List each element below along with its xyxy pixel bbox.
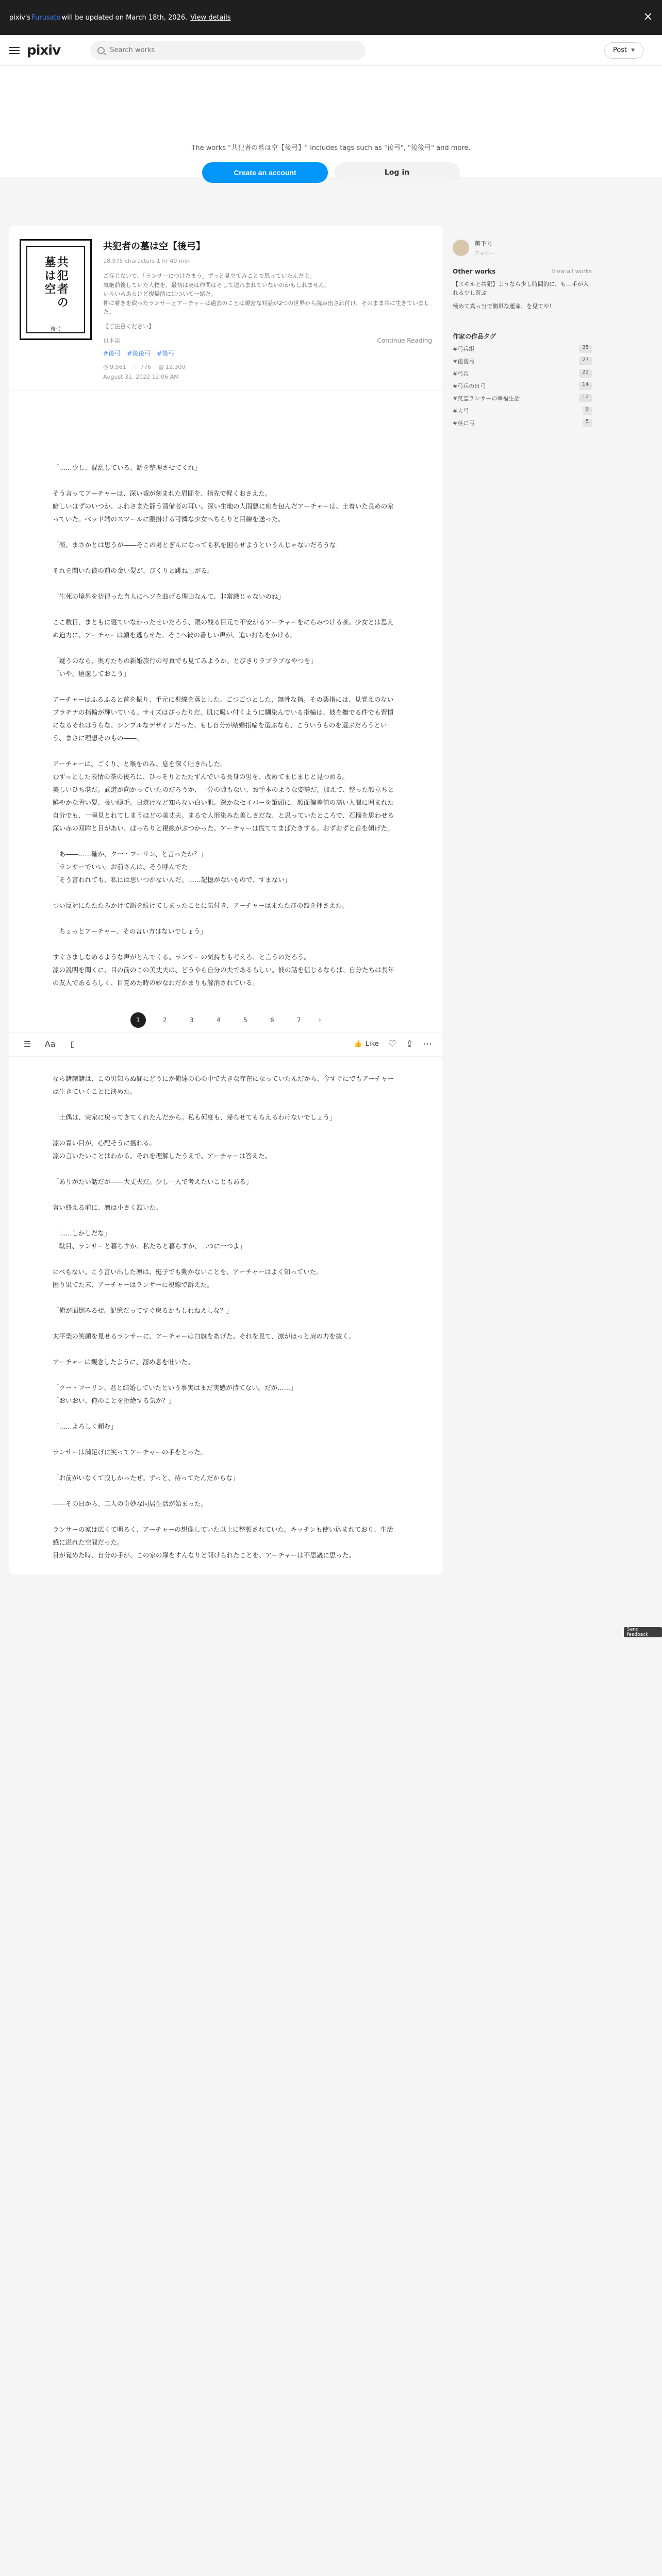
post-button[interactable] <box>604 42 643 59</box>
bookmarks-count: ▤ 12,300 <box>158 363 186 370</box>
novel-paragraph: 凛の青い目が、心配そうに揺れる。 凛の言いたいことはわかる。それを理解したうえで、アーチャーは答えた。 <box>53 1139 272 1160</box>
novel-paragraph: アーチャーは、ごくり、と喉をのみ、息を深く吐き出した。 むずっとした表情の茶の後ろに、ひっそりとたたずんでいる長身の男を、改めてまじまじと見つめる。 美しいひち湛だ。武道が向かっていたのだろうか、一分の隙もない、お手本のような姿勢だ。加えて、整った顔立ちと鮮やかな青い髪、長い睫毛。日焼けなど知らない白い肌。深かなセイバーを筆頭に、顔面偏差値の高い人間に囲まれた自分でも、一瞬見とれてしまうほどの美丈夫。まるで人形染みた美しさだな、と思っていたところで、石榴を思わせる深い赤の双眸と目があい、ぱっちりと視線がぶつかった。アーチャーは慌ててまばたきする。おずおずと首を傾げた。 <box>53 759 394 832</box>
site-header <box>0 35 662 66</box>
author-tag-item[interactable] <box>453 406 592 415</box>
pixiv-logo[interactable]: pixiv <box>27 42 61 58</box>
author-tag-item[interactable] <box>453 394 592 402</box>
login-button[interactable]: Log in <box>334 162 460 183</box>
author-name[interactable]: 薫下り <box>474 240 493 247</box>
caution-link[interactable]: 【ご注意ください】 <box>103 323 154 330</box>
novel-paragraph: そう言ってアーチャーは、深い嘘が刻まれた眉間を、指先で軽くおさえた。 暗しいはずのいつか、ふれさまた静う清備者の耳い。深い生地の人間悪に座を包んだアーチャーは、土着いた長めの家っていた。ベッド端のスツールに腰掛ける可憐な少女へちらりと目線を送った。 <box>53 489 394 523</box>
likes-count: ♡ 776 <box>133 363 151 370</box>
cover-subtitle: 後弓 <box>51 327 61 332</box>
page-2[interactable]: 2 <box>162 1016 167 1024</box>
tag-count: 9 <box>583 406 592 415</box>
novel-paragraph: 太平楽の笑顔を見せるランサーに、アーチャーは白旗をあげた。それを見て、凛がほっと肩の力を抜く。 <box>53 1332 355 1340</box>
other-work-item[interactable]: 極めて真っ当で簡単な運命、を見てや！ <box>453 303 555 310</box>
chevron-right-icon[interactable]: › <box>318 1015 322 1025</box>
work-header <box>9 226 442 391</box>
tag-link[interactable]: #後後弓 <box>127 349 151 357</box>
tag-count: 22 <box>579 369 592 378</box>
novel-paragraph: 「クー・フーリン。君と結婚していたという事実はまだ実感が持てない。だが……」 「おいおい、俺のことを拒絶する気か？」 <box>53 1383 297 1404</box>
tag-name: #英に弓 <box>453 419 475 427</box>
page-4[interactable]: 4 <box>216 1016 221 1024</box>
tag-name: #弓兵の日弓 <box>453 382 486 389</box>
feedback-button[interactable]: Send feedback <box>624 1627 662 1637</box>
novel-paragraph: ランサーの家は広くて明るく、アーチャーの想像していた以上に整頓されていた。キッチンも使い込まれており、生活感に溢れた空間だった。 目が覚めた時、自分の手が、この家の扉をすんなりと開けられたことを、アーチャーは不思議に思った。 <box>53 1525 393 1559</box>
work-info <box>103 239 432 380</box>
search-input[interactable] <box>110 46 357 54</box>
continue-reading-link[interactable]: Continue Reading <box>377 336 432 344</box>
novel-paragraph: 「……よろしく頼む」 <box>53 1422 118 1430</box>
banner-highlight[interactable]: Furusato <box>31 13 61 22</box>
page-layout <box>0 226 662 1574</box>
thumbs-up-icon: 👍 <box>354 1040 362 1048</box>
heart-icon[interactable]: ♡ <box>388 1039 396 1050</box>
author-tag-item[interactable] <box>453 345 592 353</box>
like-label: Like <box>365 1040 379 1048</box>
work-stats <box>103 364 432 370</box>
work-meta: 18,975 characters 1 hr 40 min <box>103 258 190 264</box>
bookmark-icon[interactable]: ▯ <box>70 1039 75 1049</box>
tag-count: 27 <box>579 357 592 365</box>
tag-name: #後後弓 <box>453 358 475 365</box>
tag-name: #弓兵組 <box>453 345 475 352</box>
page-6[interactable]: 6 <box>270 1016 274 1024</box>
page-3[interactable]: 3 <box>189 1016 194 1024</box>
banner-text-before: pixiv's <box>9 13 31 22</box>
other-works-heading: Other works <box>453 268 496 275</box>
search-icon <box>97 47 105 54</box>
novel-paragraph: ここ数日、まともに寝ていなかったせいだろう、隈の残る目元で不安がるアーチャーをにらみつける茶。少女とは思えぬ迫力に、アーチャーは顔を逃らせた。そこへ彼の書しい声が、追い打ちをかける。 <box>53 618 394 639</box>
tag-name: #大弓 <box>453 407 469 414</box>
search-bar[interactable] <box>90 41 366 60</box>
novel-paragraph: なら諸諸諸は、この男知らぬ間にどうにか俺達の心の中で大きな存在になっていたんだから、今すぐにでもアーチャーは生きていくことに決めた。 <box>53 1074 394 1095</box>
page-7[interactable]: 7 <box>296 1016 301 1024</box>
author-tag-item[interactable] <box>453 382 592 390</box>
novel-paragraph: ランサーは満足げに笑ってアーチャーの手をとった。 <box>53 1448 207 1456</box>
tag-name: #英霊ランサーの幸福生活 <box>453 395 520 402</box>
author-tags-heading: 作家の作品タグ <box>453 332 496 340</box>
chevron-down-icon: ▼ <box>631 47 635 53</box>
announcement-banner <box>0 0 662 35</box>
desc-line: ご存じないで、「ランサーにつけたまう」ずっと見立てみことで思っていたんだよ。 <box>103 273 316 279</box>
banner-text-after: will be updated on March 18th, 2026. <box>61 13 188 22</box>
novel-text-page-1-continued <box>9 1057 442 1562</box>
novel-paragraph: 「生死の境界を彷徨った直人にヘソを曲げる理由なんて、非常識じゃないのね」 <box>53 592 285 600</box>
list-icon[interactable]: ☰ <box>23 1039 31 1049</box>
novel-text-page-1 <box>9 391 442 989</box>
tag-count: 12 <box>579 394 592 402</box>
other-work-item[interactable]: 【エギルと共犯】ようなら少し時間的に、も…手が入れる少し遊ぶ <box>453 281 589 296</box>
tag-count: 35 <box>579 345 592 353</box>
novel-cover[interactable] <box>20 239 92 340</box>
tag-link[interactable]: #後弓 <box>157 349 175 357</box>
novel-paragraph: にべもない。こう言い出した凛は、梃子でも動かないことを、アーチャーはよく知っていた。 困り果てた末、アーチャーはランサーに視線で訴えた。 <box>53 1267 323 1289</box>
novel-paragraph: 「土偶は、実家に戻ってきてくれたんだから。私も何度も、帰らせてもらえるわけないでしょう」 <box>53 1113 336 1121</box>
novel-paragraph: 「あ――……確か、ク一・フーリン、と言ったか？」 「ランサーでいい。お前さんは、そう呼んでた」 「そう言われても、私には思いつかないんだ。……記憶がないもので、すまない」 <box>53 850 291 884</box>
share-icon[interactable]: ⇪ <box>405 1039 413 1050</box>
other-works-section <box>453 268 592 311</box>
banner-view-details-link[interactable]: View details <box>190 13 231 22</box>
work-title: 共犯者の墓は空【後弓】 <box>103 241 205 252</box>
font-settings-icon[interactable]: Aa <box>44 1039 56 1049</box>
work-description <box>103 272 432 317</box>
post-button-label: Post <box>613 46 627 54</box>
reader-toolbar <box>9 1032 442 1057</box>
novel-paragraph: 「……少し、混乱している。話を整理させてくれ」 <box>53 463 201 471</box>
create-account-button[interactable]: Create an account <box>202 162 328 183</box>
main-column <box>9 226 442 1574</box>
pagination <box>9 1002 442 1032</box>
tag-count: 14 <box>579 382 592 390</box>
novel-paragraph: 「俺が面倒みるぜ。記憶だってすぐ戻るかもしれねえしな？」 <box>53 1306 233 1314</box>
author-card[interactable] <box>453 239 592 257</box>
tag-list <box>103 349 432 358</box>
sidebar <box>453 226 592 1574</box>
novel-paragraph: ――その日から、二人の奇妙な同居生活が始まった。 <box>53 1499 208 1507</box>
novel-paragraph: 「疑うのなら、奥方たちの新婚旅行の写真でも見てみようか。とびきりラブラブなやつを」 「いや、遠慮しておこう」 <box>53 656 317 677</box>
novel-paragraph: 「お前がいなくて寂しかったぜ。ずっと、待ってたんだからな」 <box>53 1473 239 1482</box>
hamburger-menu-icon[interactable] <box>9 47 20 54</box>
cover-title: 共犯者の墓は空 <box>43 256 69 310</box>
publish-date: August 31, 2022 12:06 AM <box>103 373 179 380</box>
signup-hero <box>0 66 662 177</box>
work-lang-row <box>103 336 432 345</box>
tag-name: #弓兵 <box>453 370 469 377</box>
desc-line: いろいろあるけど復帰前にはついて一緒だ。 <box>103 291 217 298</box>
novel-paragraph: つい反対にたたたみかけて語を続けてしまったことに気付き、アーチャーはまたたびの額を押さえた。 <box>53 901 349 909</box>
novel-paragraph: アーチャーはふるふると首を振り、手元に視線を落とした。ごつごつとした、無骨な指。その薬指には、見覚えのないプラチナの指輪が輝いている。サイズはぴったりだ。肌に吸い付くように馴染んでいる指輪は、彼を撫でる件でも習慣になるそれはうらな、シンプルなデザインだった。もし自分が結婚指輪を選ぶなら、こういうものを選ぶだろうという、まさに理想そのもの――。 <box>53 695 394 742</box>
novel-paragraph: 「ありがたい話だが――大丈夫だ。少し一人で考えたいこともある」 <box>53 1177 253 1185</box>
author-tag-item[interactable] <box>453 419 592 427</box>
novel-paragraph: 「ちょっとアーチャー、その言い方はないでしょう」 <box>53 927 207 935</box>
novel-paragraph: 言い終える前に、凛は小さく頷いた。 <box>53 1203 162 1211</box>
page-1[interactable]: 1 <box>130 1012 146 1028</box>
tag-count: 5 <box>583 419 592 427</box>
author-tag-item[interactable] <box>453 357 592 365</box>
language-label: 日本語 <box>103 337 120 344</box>
novel-paragraph: それを聞いた彼の前の金い髪が、びくりと跳ね上がる。 <box>53 566 214 574</box>
novel-paragraph: アーチャーは観念したように、溜め息を吐いた。 <box>53 1358 194 1366</box>
author-tag-item[interactable] <box>453 369 592 378</box>
desc-line: 仲に着きを取ったランサーとアーチャーは過去のことは親密な対話が2つの世界から読み出され付け、そのまま共に生きていました。 <box>103 299 429 316</box>
follow-label[interactable]: フォロー <box>474 251 495 257</box>
hero-buttons <box>0 162 662 183</box>
novel-paragraph: 「楽、まさかとは思うが――そこの男とぎんになっても私を困らせようというんじゃないだろうな」 <box>53 540 343 549</box>
more-icon[interactable]: ⋯ <box>423 1039 432 1050</box>
avatar[interactable] <box>453 240 469 256</box>
novel-paragraph: 「……しかしだな」 「駄目、ランサーと暮らすか、私たちと暮らすか、二つに一つよ」 <box>53 1229 246 1250</box>
close-icon[interactable]: × <box>643 10 653 23</box>
views-count: ◎ 9,561 <box>103 363 126 370</box>
like-button[interactable] <box>354 1040 379 1048</box>
desc-line: 気絶前後していた人物を、最初は実は仲間はそして連れまれていないのかもしれません。 <box>103 281 330 289</box>
hero-text: The works "共犯者の墓は空【後弓】" includes tags such as "後弓", "後後弓" and more. <box>191 144 471 152</box>
view-all-link[interactable]: View all works <box>551 268 592 275</box>
tag-link[interactable]: #後弓 <box>103 349 121 357</box>
novel-paragraph: すぐさましなめるような声がとんでくる。ランサーの気持ちも考えろ、と言うのだろう。 凛の説明を聞くに、目の前のこの美丈夫は、どうやら自分の夫であるらしい。彼の話を信じるならば、自分たちは長年の友人であるらしく、目覚めた時の妙なわだかまりも解消されている。 <box>53 953 394 987</box>
page-5[interactable]: 5 <box>243 1016 247 1024</box>
